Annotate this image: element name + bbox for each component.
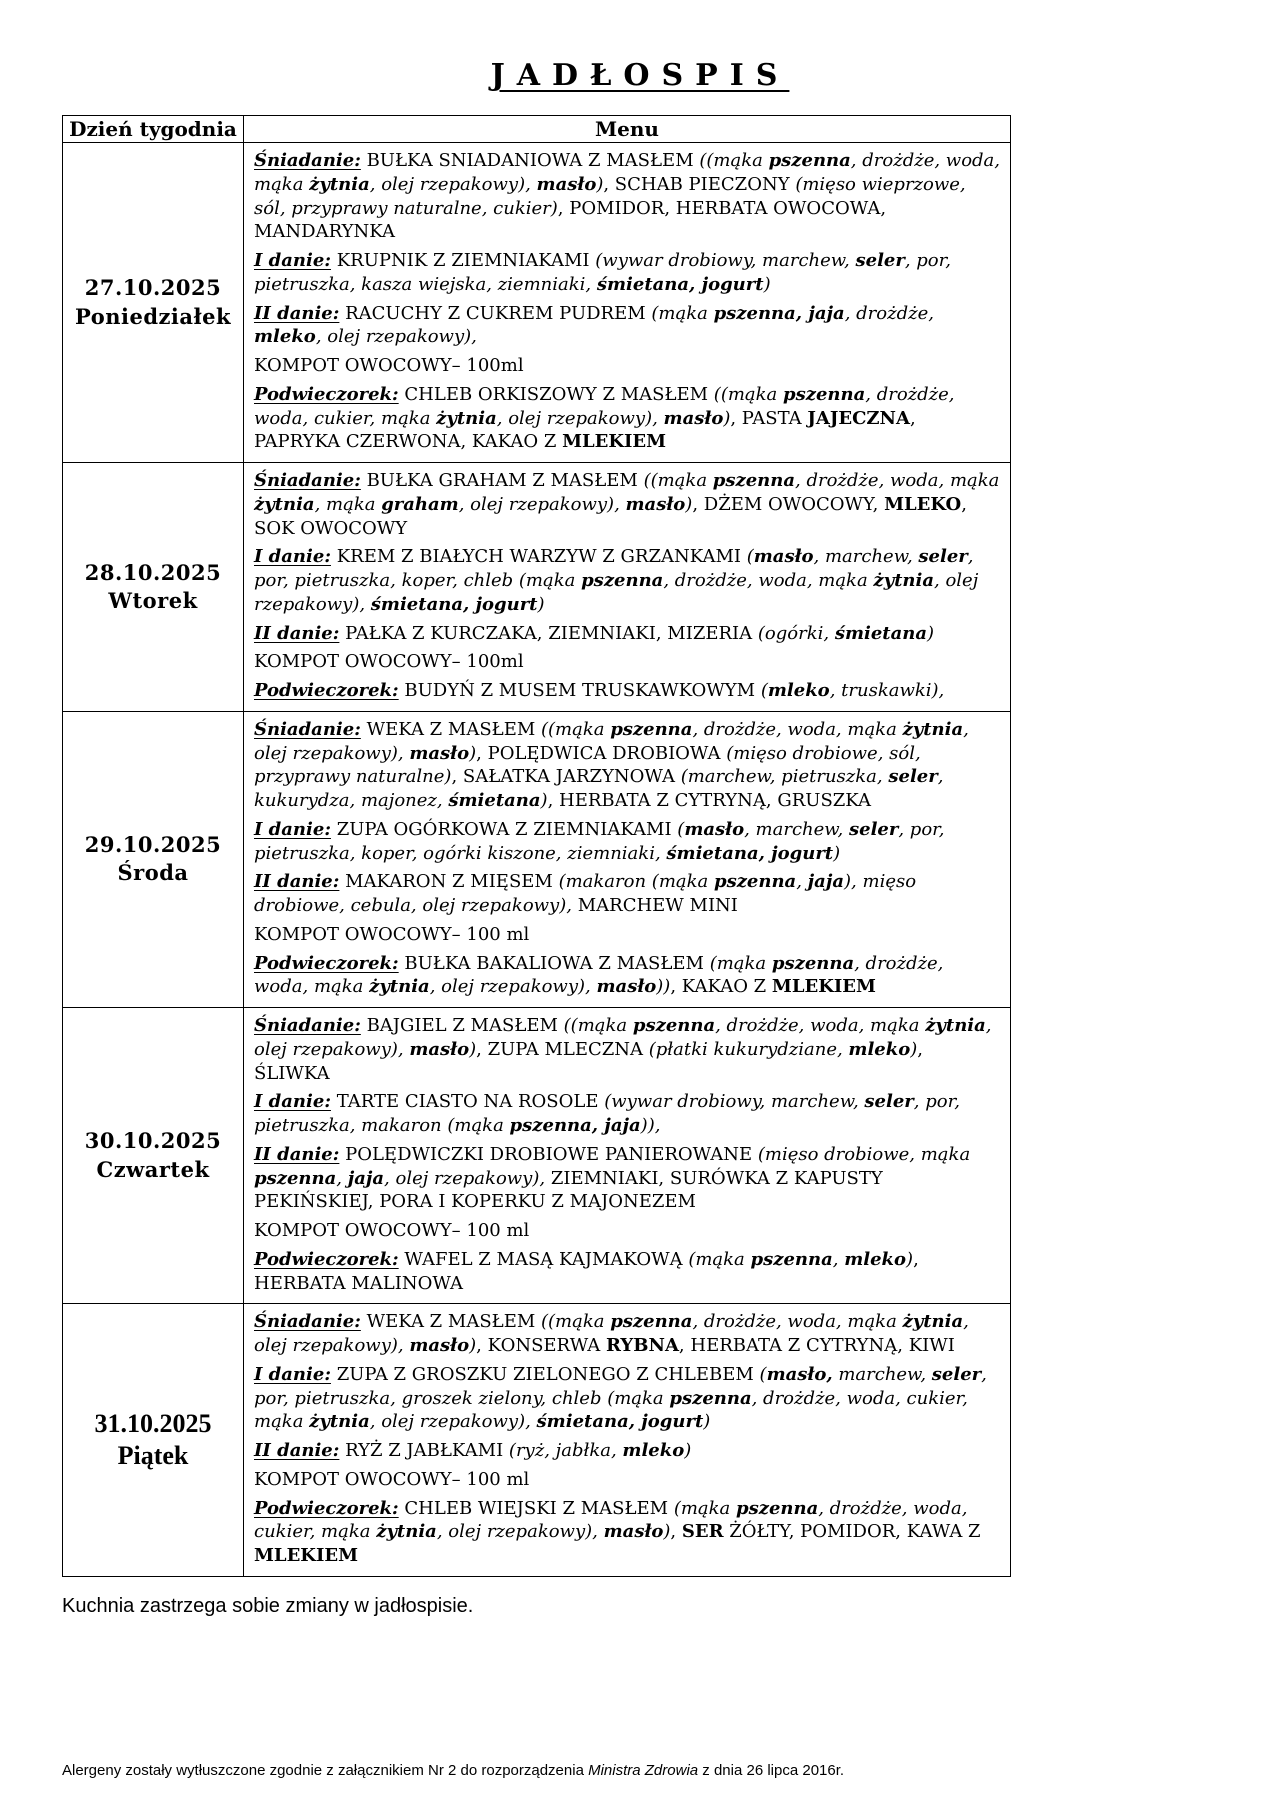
- table-row-wednesday: [63, 711, 1011, 1007]
- weekday-text: Poniedziałek: [74, 303, 232, 329]
- meal-second-course: II danie: RYŻ Z JABŁKAMI (ryż, jabłka, mleko): [254, 1440, 692, 1461]
- meal-first-course: I danie: ZUPA Z GROSZKU ZIELONEGO Z CHLEBEM (masło, marchew, seler, por, pietruszka, groszek zielony, chleb (mąka pszenna, drożdże, woda, cukier, mąka żytnia, olej rzepakowy), śmietana, jogurt): [254, 1363, 987, 1433]
- date-text: 31.10.2025: [94, 1408, 212, 1438]
- column-header-day: Dzień tygodnia: [63, 116, 244, 143]
- meal-first-course: I danie: KREM Z BIAŁYCH WARZYW Z GRZANKAMI (masło, marchew, seler, por, pietruszka, koper, chleb (mąka pszenna, drożdże, woda, mąka żytnia, olej rzepakowy), śmietana, jogurt): [254, 546, 979, 615]
- menu-cell: [244, 711, 1011, 1007]
- meal-afternoon-snack: Podwieczorek: BUŁKA BAKALIOWA Z MASŁEM (mąka pszenna, drożdże, woda, mąka żytnia, olej rzepakowy), masło)), KAKAO Z MLEKIEM: [254, 952, 944, 998]
- day-cell: [63, 1008, 244, 1304]
- weekday-text: Wtorek: [108, 587, 198, 613]
- meal-compote: KOMPOT OWOCOWY– 100ml: [254, 651, 524, 673]
- meal-afternoon-snack: Podwieczorek: WAFEL Z MASĄ KAJMAKOWĄ (mąka pszenna, mleko), HERBATA MALINOWA: [254, 1248, 919, 1294]
- menu-cell: [244, 463, 1011, 712]
- meal-second-course: II danie: RACUCHY Z CUKREM PUDREM (mąka pszenna, jaja, drożdże, mleko, olej rzepakowy),: [254, 302, 934, 348]
- meal-compote: KOMPOT OWOCOWY– 100 ml: [254, 923, 530, 945]
- meal-compote: KOMPOT OWOCOWY– 100 ml: [254, 1220, 530, 1241]
- page-title: JADŁOSPIS: [490, 58, 790, 93]
- meal-afternoon-snack: Podwieczorek: CHLEB ORKISZOWY Z MASŁEM ((mąka pszenna, drożdże, woda, cukier, mąka żytnia, olej rzepakowy), masło), PASTA JAJECZNA, PAPRYKA CZERWONA, KAKAO Z MLEKIEM: [254, 383, 955, 453]
- menu-cell: [244, 1304, 1011, 1577]
- meal-first-course: I danie: ZUPA OGÓRKOWA Z ZIEMNIAKAMI (masło, marchew, seler, por, pietruszka, koper, ogórki kiszone, ziemniaki, śmietana, jogurt): [254, 818, 945, 864]
- table-header-row: [63, 116, 1011, 143]
- day-cell: [63, 1304, 244, 1577]
- meal-second-course: II danie: PAŁKA Z KURCZAKA, ZIEMNIAKI, MIZERIA (ogórki, śmietana): [254, 622, 935, 644]
- table-row-thursday: [63, 1008, 1011, 1304]
- meal-afternoon-snack: Podwieczorek: BUDYŃ Z MUSEM TRUSKAWKOWYM (mleko, truskawki),: [254, 680, 945, 701]
- meal-second-course: II danie: POLĘDWICZKI DROBIOWE PANIEROWANE (mięso drobiowe, mąka pszenna, jaja, olej rzepakowy), ZIEMNIAKI, SURÓWKA Z KAPUSTY PEKIŃSKIEJ, PORA I KOPERKU Z MAJONEZEM: [254, 1143, 971, 1213]
- meal-second-course: II danie: MAKARON Z MIĘSEM (makaron (mąka pszenna, jaja), mięso drobiowe, cebula, olej rzepakowy), MARCHEW MINI: [254, 871, 917, 916]
- table-row-friday: [63, 1304, 1011, 1577]
- meal-compote: KOMPOT OWOCOWY– 100 ml: [254, 1468, 530, 1490]
- menu-table: [62, 115, 1011, 1577]
- meal-breakfast: Śniadanie: WEKA Z MASŁEM ((mąka pszenna, drożdże, woda, mąka żytnia, olej rzepakowy), masło), KONSERWA RYBNA, HERBATA Z CYTRYNĄ, KIWI: [254, 1311, 969, 1356]
- day-cell: [63, 711, 244, 1007]
- table-row-monday: [63, 143, 1011, 463]
- day-cell: [63, 463, 244, 712]
- meal-first-course: I danie: TARTE CIASTO NA ROSOLE (wywar drobiowy, marchew, seler, por, pietruszka, makaron (mąka pszenna, jaja)),: [254, 1091, 960, 1136]
- column-header-menu: Menu: [244, 116, 1011, 143]
- allergen-note: Alergeny zostały wytłuszczone zgodnie z załącznikiem Nr 2 do rozporządzenia Ministra Zdrowia z dnia 26 lipca 2016r.: [62, 1762, 845, 1779]
- menu-cell: [244, 1008, 1011, 1304]
- meal-first-course: I danie: KRUPNIK Z ZIEMNIAKAMI (wywar drobiowy, marchew, seler, por, pietruszka, kasza wiejska, ziemniaki, śmietana, jogurt): [254, 250, 951, 295]
- kitchen-note: Kuchnia zastrzega sobie zmiany w jadłospisie.: [62, 1594, 474, 1617]
- date-text: 29.10.2025: [84, 832, 222, 858]
- meal-breakfast: Śniadanie: BUŁKA SNIADANIOWA Z MASŁEM ((mąka pszenna, drożdże, woda, mąka żytnia, olej rzepakowy), masło), SCHAB PIECZONY (mięso wieprzowe, sól, przyprawy naturalne, cukier), POMIDOR, HERBATA OWOCOWA, MANDARYNKA: [254, 150, 1001, 243]
- weekday-text: Środa: [117, 860, 189, 886]
- date-text: 28.10.2025: [84, 559, 222, 585]
- table-row-tuesday: [63, 463, 1011, 712]
- meal-afternoon-snack: Podwieczorek: CHLEB WIEJSKI Z MASŁEM (mąka pszenna, drożdże, woda, cukier, mąka żytnia, olej rzepakowy), masło), SER ŻÓŁTY, POMIDOR, KAWA Z MLEKIEM: [254, 1497, 981, 1566]
- meal-compote: KOMPOT OWOCOWY– 100ml: [254, 355, 524, 376]
- weekday-text: Piątek: [117, 1441, 189, 1470]
- weekday-text: Czwartek: [96, 1156, 210, 1182]
- meal-breakfast: Śniadanie: WEKA Z MASŁEM ((mąka pszenna, drożdże, woda, mąka żytnia, olej rzepakowy), masło), POLĘDWICA DROBIOWA (mięso drobiowe, sól, przyprawy naturalne), SAŁATKA JARZYNOWA (marchew, pietruszka, seler, kukurydza, majonez, śmietana), HERBATA Z CYTRYNĄ, GRUSZKA: [254, 718, 969, 811]
- date-text: 30.10.2025: [84, 1128, 222, 1154]
- menu-cell: [244, 143, 1011, 463]
- meal-breakfast: Śniadanie: BAJGIEL Z MASŁEM ((mąka pszenna, drożdże, woda, mąka żytnia, olej rzepakowy), masło), ZUPA MLECZNA (płatki kukurydziane, mleko), ŚLIWKA: [254, 1015, 992, 1084]
- day-cell: [63, 143, 244, 463]
- meal-breakfast: Śniadanie: BUŁKA GRAHAM Z MASŁEM ((mąka pszenna, drożdże, woda, mąka żytnia, mąka graham, olej rzepakowy), masło), DŻEM OWOCOWY, MLEKO, SOK OWOCOWY: [254, 470, 1000, 539]
- date-text: 27.10.2025: [84, 275, 222, 301]
